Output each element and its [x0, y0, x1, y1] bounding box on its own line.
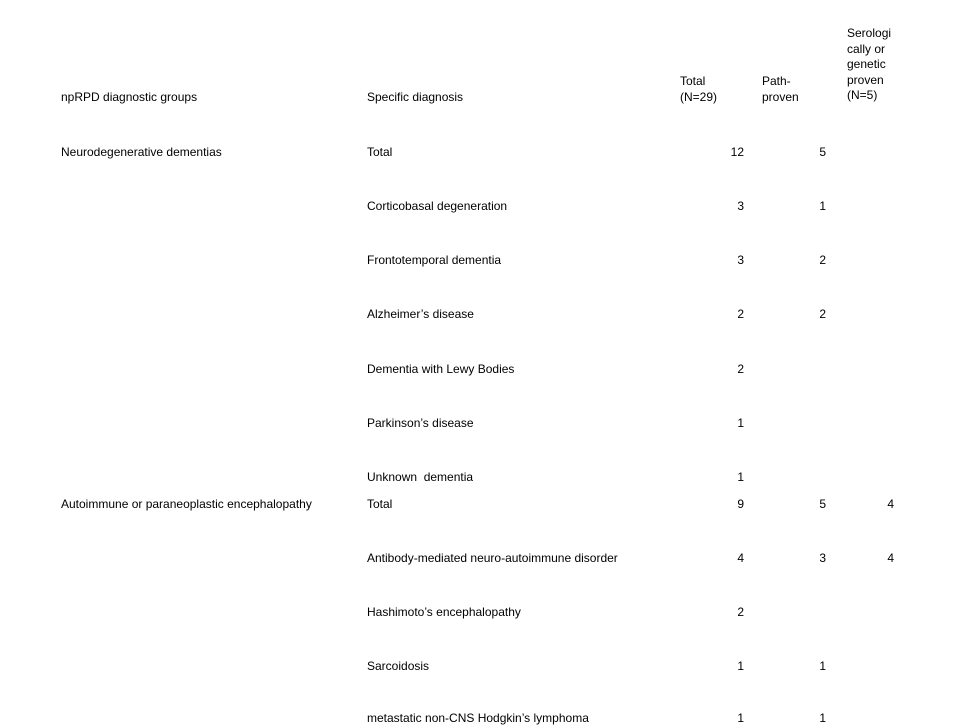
row-diagnosis: Unknown dementia: [367, 470, 474, 484]
row-total: 2: [737, 605, 744, 619]
row-group-label: Autoimmune or paraneoplastic encephalopathy: [61, 497, 312, 511]
header-sero-line2: cally or: [847, 41, 886, 56]
header-total: [680, 74, 717, 105]
row-diagnosis: Alzheimer’s disease: [367, 307, 474, 321]
row-total: 4: [737, 551, 744, 565]
row-diagnosis: Frontotemporal dementia: [367, 253, 502, 267]
row-group-label: Neurodegenerative dementias: [61, 145, 222, 159]
header-specific-diagnosis: Specific diagnosis: [367, 90, 464, 104]
header-path-line2: proven: [762, 89, 799, 104]
row-total: 1: [737, 711, 744, 725]
header-serologically-proven: [847, 26, 891, 104]
header-sero-line3: genetic: [847, 57, 886, 71]
row-diagnosis: Dementia with Lewy Bodies: [367, 362, 515, 376]
row-sero-proven: 4: [887, 497, 894, 511]
header-sero-line4: proven: [847, 72, 884, 87]
row-total: 1: [737, 416, 744, 430]
row-total: 2: [737, 307, 744, 321]
row-path-proven: 2: [819, 253, 826, 267]
row-diagnosis: Corticobasal degeneration: [367, 199, 508, 213]
row-diagnosis: metastatic non-CNS Hodgkin’s lymphoma: [367, 711, 589, 725]
row-total: 1: [737, 470, 744, 484]
row-diagnosis: Total: [367, 497, 393, 511]
row-path-proven: 1: [819, 711, 826, 725]
row-total: 2: [737, 362, 744, 376]
header-diagnostic-groups: npRPD diagnostic groups: [61, 90, 198, 104]
row-diagnosis: Antibody-mediated neuro-autoimmune disorder: [367, 551, 618, 565]
row-diagnosis: Hashimoto’s encephalopathy: [367, 605, 521, 619]
row-diagnosis: Parkinson’s disease: [367, 416, 474, 430]
row-sero-proven: 4: [887, 551, 894, 565]
row-path-proven: 3: [819, 551, 826, 565]
header-sero-line1: Serologi: [847, 26, 892, 40]
header-path-proven: [762, 74, 799, 105]
row-total: 3: [737, 199, 744, 213]
row-total: 12: [730, 145, 744, 159]
row-path-proven: 5: [819, 145, 826, 159]
row-total: 3: [737, 253, 744, 267]
row-total: 9: [737, 497, 744, 511]
row-diagnosis: Total: [367, 145, 393, 159]
header-path-line1: Path-: [762, 74, 791, 88]
header-total-line2: (N=29): [680, 89, 718, 104]
header-total-line1: Total: [680, 74, 706, 88]
row-total: 1: [737, 659, 744, 673]
row-path-proven: 1: [819, 659, 826, 673]
row-diagnosis: Sarcoidosis: [367, 659, 430, 673]
header-sero-line5: (N=5): [847, 88, 878, 102]
row-path-proven: 2: [819, 307, 826, 321]
row-path-proven: 1: [819, 199, 826, 213]
row-path-proven: 5: [819, 497, 826, 511]
